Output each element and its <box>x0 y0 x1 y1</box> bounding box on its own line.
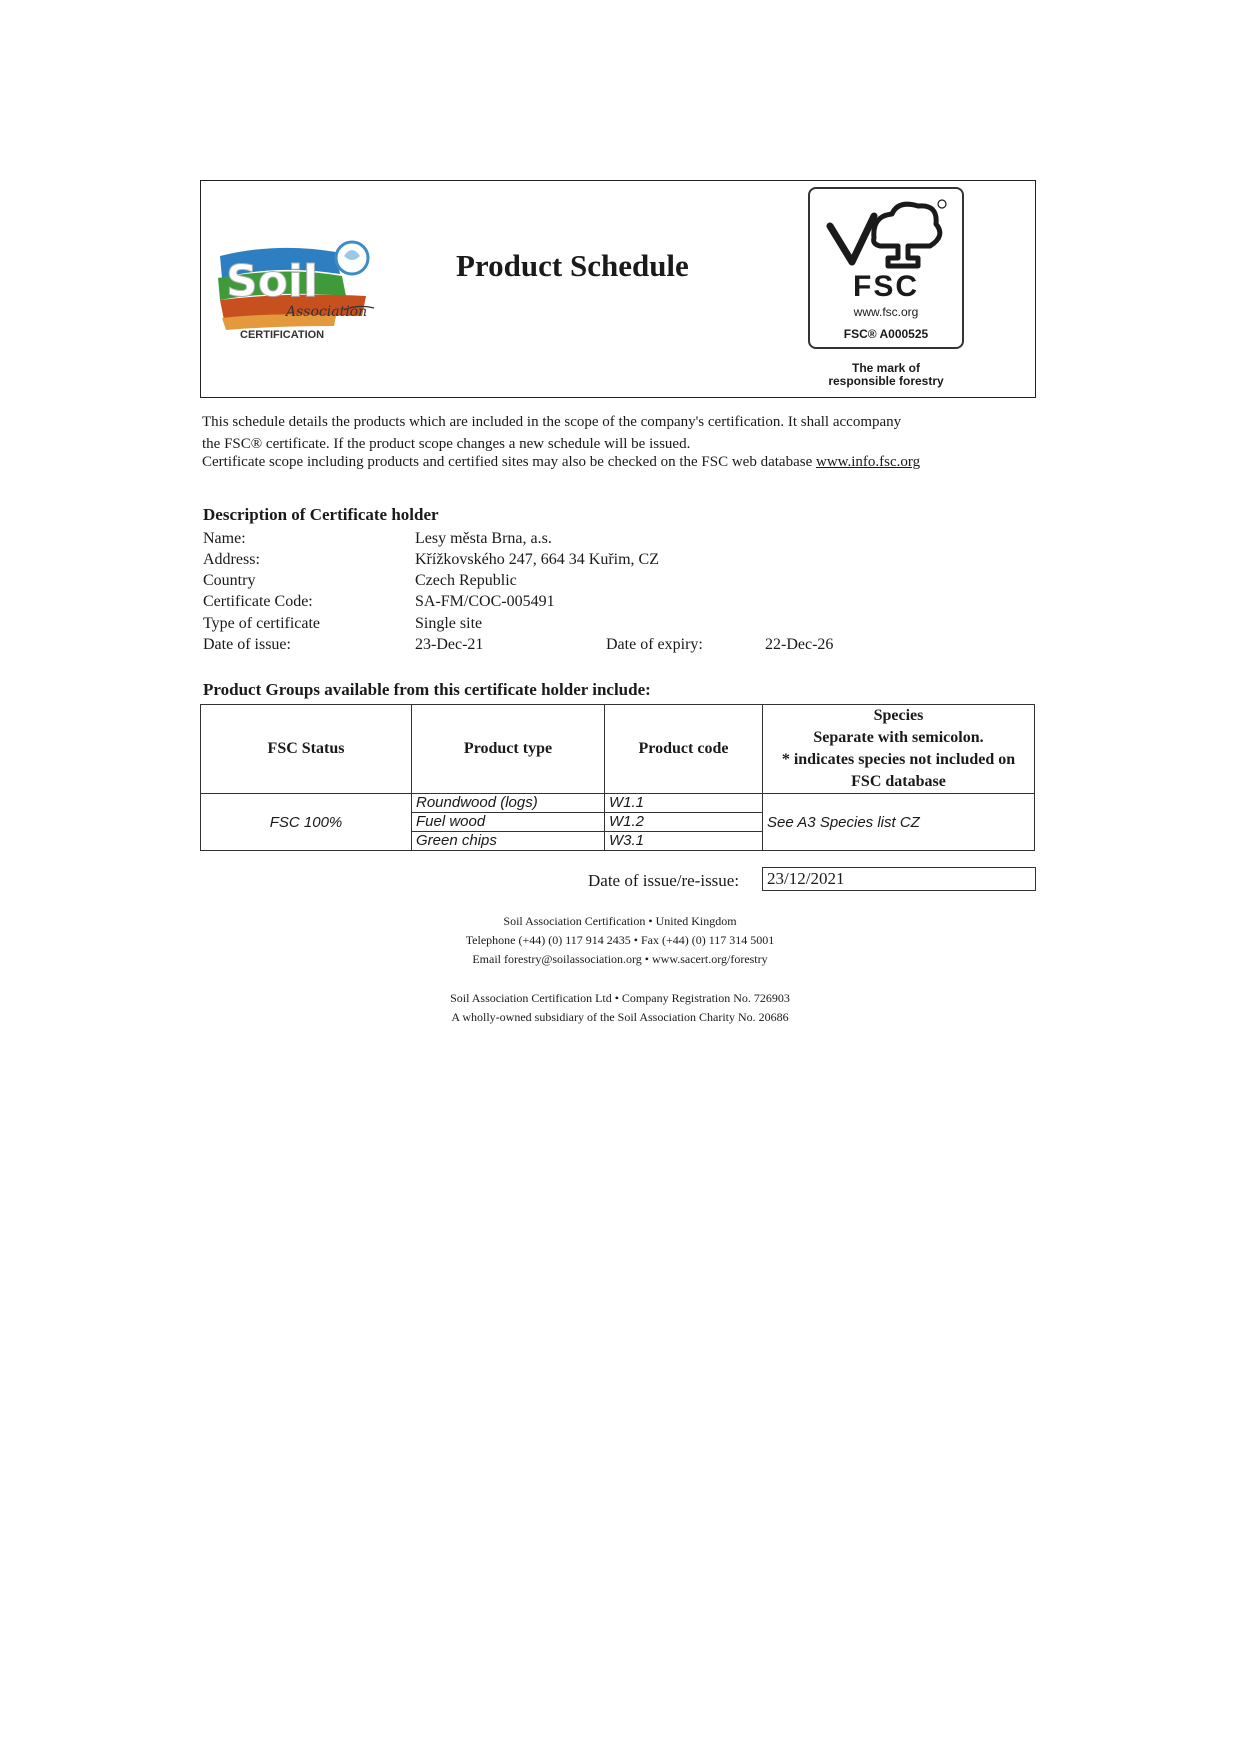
certificate-type-value: Single site <box>415 615 483 632</box>
name-value: Lesy města Brna, a.s. <box>415 530 552 547</box>
country-value: Czech Republic <box>415 572 517 589</box>
col-product-code: Product code <box>605 705 763 794</box>
col-product-type: Product type <box>412 705 605 794</box>
fsc-name: FSC <box>853 270 919 303</box>
col-species <box>763 705 1035 794</box>
issue-date-value: 23-Dec-21 <box>415 636 484 653</box>
intro-line-3 <box>202 454 920 471</box>
footer-line-1: Soil Association Certification • United Kingdom <box>503 914 737 928</box>
address-value: Křížkovského 247, 664 34 Kuřim, CZ <box>415 551 659 568</box>
product-code-cell: W1.2 <box>605 813 763 832</box>
species-note-2: * indicates species not included on <box>781 751 1016 768</box>
reissue-label: Date of issue/re-issue: <box>588 871 740 890</box>
reissue-date-field: 23/12/2021 <box>762 867 1036 891</box>
fsc-licence-code: FSC® A000525 <box>843 327 929 341</box>
expiry-date-value: 22-Dec-26 <box>765 636 834 653</box>
product-type-cell: Fuel wood <box>412 813 605 832</box>
intro-line-3-text: Certificate scope including products and certified sites may also be checked on the FSC web database <box>202 454 816 470</box>
holder-heading: Description of Certificate holder <box>203 505 439 524</box>
address-label: Address: <box>203 551 260 568</box>
name-label: Name: <box>203 530 246 547</box>
fsc-tagline <box>808 362 964 388</box>
soil-association-logo <box>216 234 386 346</box>
fsc-status-cell: FSC 100% <box>201 794 412 851</box>
certificate-code-value: SA-FM/COC-005491 <box>415 593 555 610</box>
issue-date-label: Date of issue: <box>203 636 291 653</box>
intro-line-1: This schedule details the products which are included in the scope of the company's certification. It shall accompany <box>202 414 902 430</box>
footer-line-4: Soil Association Certification Ltd • Company Registration No. 726903 <box>450 991 790 1005</box>
expiry-date-label: Date of expiry: <box>606 636 703 653</box>
fsc-checktree-icon <box>822 196 950 276</box>
product-groups-heading: Product Groups available from this certificate holder include: <box>203 680 651 699</box>
species-cell: See A3 Species list CZ <box>763 794 1035 851</box>
certificate-code-label: Certificate Code: <box>203 593 313 610</box>
table-row <box>201 794 1035 813</box>
certificate-type-label: Type of certificate <box>203 615 321 632</box>
fsc-url: www.fsc.org <box>853 305 919 319</box>
footer-line-5: A wholly-owned subsidiary of the Soil Association Charity No. 20686 <box>451 1010 789 1024</box>
fsc-tagline-line2: responsible forestry <box>828 374 944 388</box>
svg-text:Soil: Soil <box>226 256 319 307</box>
intro-line-2: the FSC® certificate. If the product scope changes a new schedule will be issued. <box>202 436 691 452</box>
page-title: Product Schedule <box>456 248 689 283</box>
col-fsc-status: FSC Status <box>201 705 412 794</box>
product-code-cell: W3.1 <box>605 832 763 851</box>
product-code-cell: W1.1 <box>605 794 763 813</box>
footer-line-2: Telephone (+44) (0) 117 914 2435 • Fax (+44) (0) 117 314 5001 <box>465 933 775 947</box>
product-type-cell: Green chips <box>412 832 605 851</box>
svg-text:CERTIFICATION: CERTIFICATION <box>240 329 325 341</box>
product-groups-table <box>200 704 1035 851</box>
species-note-3: FSC database <box>851 773 946 790</box>
fsc-database-link[interactable]: www.info.fsc.org <box>815 454 921 470</box>
svg-text:Association: Association <box>286 304 368 320</box>
fsc-tagline-line1: The mark of <box>851 361 920 375</box>
product-type-cell: Roundwood (logs) <box>412 794 605 813</box>
species-note-1: Separate with semicolon. <box>813 729 984 746</box>
species-title: Species <box>873 707 924 724</box>
footer-line-3: Email forestry@soilassociation.org • www.sacert.org/forestry <box>472 952 768 966</box>
country-label: Country <box>203 572 256 589</box>
